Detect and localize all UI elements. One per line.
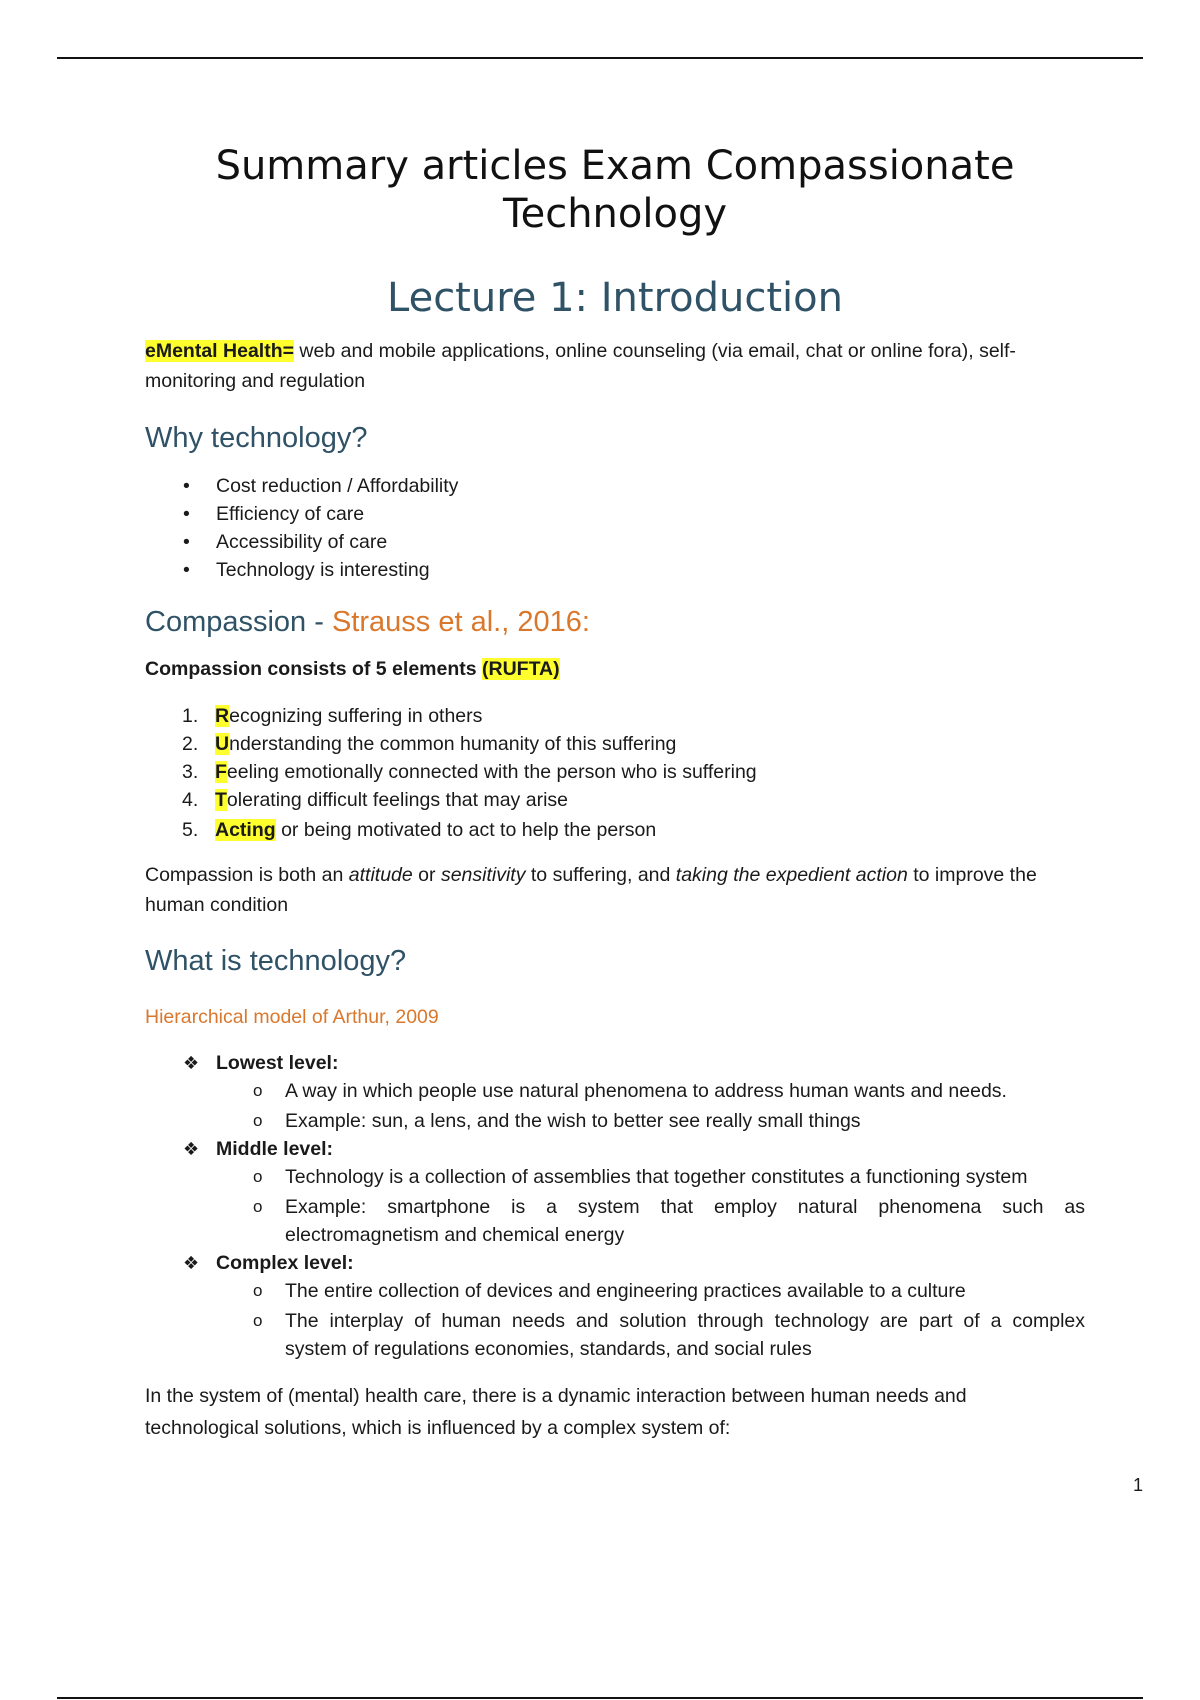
list-number: 4.	[182, 789, 199, 811]
sub-item-text: The interplay of human needs and solution through technology are part of a complex	[285, 1310, 1085, 1332]
compassion-heading-main: Compassion -	[145, 606, 332, 638]
model-title: Hierarchical model of Arthur, 2009	[145, 1006, 439, 1028]
sub-item-continuation: system of regulations economies, standards, and social rules	[285, 1338, 812, 1360]
bullet-icon: •	[183, 531, 190, 553]
list-item-text: Efficiency of care	[216, 503, 365, 525]
summary-italic: sensitivity	[440, 864, 526, 886]
compassion-summary	[145, 860, 1085, 920]
footer-rule	[57, 1697, 1143, 1699]
summary-text: Compassion is both an	[145, 864, 349, 886]
list-item-text: olerating difficult feelings that may arise	[226, 789, 568, 811]
summary-italic: taking the expedient action	[675, 864, 908, 886]
rufta-letter: T	[215, 789, 227, 811]
compassion-heading	[145, 604, 1085, 640]
intro-paragraph	[145, 336, 1085, 396]
document-title	[145, 142, 1085, 238]
sub-item-text: The entire collection of devices and engineering practices available to a culture	[285, 1280, 966, 1302]
summary-text: to suffering, and	[525, 864, 676, 886]
rufta-letter: F	[215, 761, 227, 783]
compassion-lead	[145, 654, 1085, 684]
sub-item-continuation: electromagnetism and chemical energy	[285, 1224, 625, 1246]
sub-item-text: Example: sun, a lens, and the wish to better see really small things	[285, 1110, 861, 1132]
circle-bullet-icon: o	[253, 1081, 263, 1100]
circle-bullet-icon: o	[253, 1311, 263, 1330]
sub-item-text: Example: smartphone is a system that employ natural phenomena such as	[285, 1196, 1085, 1218]
technology-heading: What is technology?	[145, 945, 407, 977]
closing-line-2: technological solutions, which is influenced by a complex system of:	[145, 1417, 731, 1439]
intro-definition-line-2: monitoring and regulation	[145, 370, 366, 392]
diamond-bullet-icon: ❖	[183, 1253, 200, 1273]
closing-line-1: In the system of (mental) health care, there is a dynamic interaction between human needs and	[145, 1385, 967, 1407]
bullet-icon: •	[183, 503, 190, 525]
summary-italic: attitude	[348, 864, 413, 886]
rufta-letter: U	[215, 733, 230, 755]
rufta-letter: Acting	[215, 819, 276, 841]
bullet-icon: •	[183, 559, 190, 581]
list-number: 1.	[182, 705, 199, 727]
intro-term: eMental Health=	[145, 340, 295, 362]
level-label: Lowest level:	[216, 1052, 339, 1074]
sub-item-text: Technology is a collection of assemblies that together constitutes a functioning system	[285, 1166, 1028, 1188]
compassion-heading-reference: Strauss et al., 2016:	[331, 606, 590, 638]
why-technology-heading: Why technology?	[145, 422, 368, 454]
level-label: Middle level:	[216, 1138, 334, 1160]
circle-bullet-icon: o	[253, 1167, 263, 1186]
list-item-text: Accessibility of care	[216, 531, 388, 553]
circle-bullet-icon: o	[253, 1197, 263, 1216]
summary-text: human condition	[145, 894, 289, 916]
list-number: 5.	[182, 819, 199, 841]
rufta-letter: R	[215, 705, 230, 727]
diamond-bullet-icon: ❖	[183, 1053, 200, 1073]
bullet-icon: •	[183, 475, 190, 497]
summary-text: or	[412, 864, 441, 886]
diamond-bullet-icon: ❖	[183, 1139, 200, 1159]
list-item-text: Cost reduction / Affordability	[216, 475, 459, 497]
title-line-2: Technology	[502, 191, 728, 237]
title-line-1: Summary articles Exam Compassionate	[215, 143, 1015, 189]
circle-bullet-icon: o	[253, 1281, 263, 1300]
intro-definition-line-1: web and mobile applications, online counseling (via email, chat or online fora), self-	[294, 340, 1016, 362]
compassion-lead-text: Compassion consists of 5 elements	[145, 658, 483, 680]
sub-item-text: A way in which people use natural phenomena to address human wants and needs.	[285, 1080, 1007, 1102]
rufta-highlight: (RUFTA)	[482, 658, 560, 680]
list-item-text: or being motivated to act to help the person	[275, 819, 657, 841]
list-item-text: eeling emotionally connected with the person who is suffering	[226, 761, 757, 783]
level-label: Complex level:	[216, 1252, 354, 1274]
list-item-text: nderstanding the common humanity of this suffering	[229, 733, 677, 755]
summary-text: to improve the	[907, 864, 1037, 886]
page-number: 1	[1132, 1475, 1143, 1495]
list-item-text: Technology is interesting	[216, 559, 430, 581]
circle-bullet-icon: o	[253, 1111, 263, 1130]
list-number: 2.	[182, 733, 199, 755]
list-number: 3.	[182, 761, 199, 783]
closing-paragraph	[145, 1380, 1085, 1444]
lecture-heading: Lecture 1: Introduction	[387, 275, 843, 321]
list-item-text: ecognizing suffering in others	[229, 705, 483, 727]
header-rule	[57, 57, 1143, 59]
